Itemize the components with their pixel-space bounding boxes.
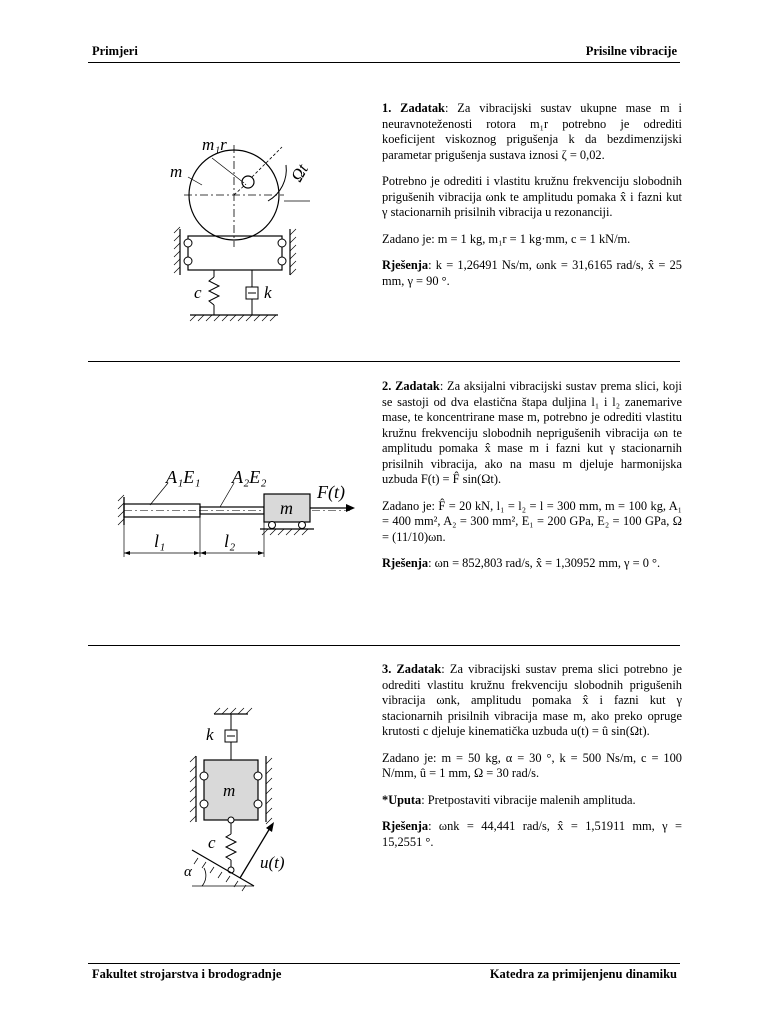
fig1-label-m1r: m₁r	[202, 135, 227, 154]
task3-intro: : Za vibracijski sustav prema slici potrebno je odrediti vlastitu kružnu frekvenciju slobodnih prigušenih vibracija ωnk, amplitudu pomaka x̂ i fazni kut γ stacionarnih prisilnih vibracija mase m, ako preko opruge krutosti c djeluje kinematička uzbuda u(t) = û sin(Ωt).	[382, 662, 682, 738]
header-right: Prisilne vibracije	[585, 44, 677, 58]
task1-para2: Potrebno je odrediti i vlastitu kružnu frekvenciju slobodnih prigušenih vibracija ωnk te amplitudu pomaka x̂ i fazni kut γ stacionarnih prisilnih vibracija u rezonanciji.	[382, 174, 682, 219]
task1-given: Zadano je: m = 1 kg, m₁r = 1 kg·mm, c = 1 kN/m.	[382, 231, 631, 246]
task1-solution: : k = 1,26491 Ns/m, ωnk = 31,6165 rad/s, x̂ = 25 mm, γ = 90 °.	[382, 258, 682, 288]
fig1-label-omega-t: Ωt	[287, 160, 312, 185]
task1-solution-label: Rješenja	[382, 258, 429, 272]
task2	[382, 379, 682, 583]
task3-hint-label: *Uputa	[382, 792, 422, 807]
figure1-rotor-system	[150, 125, 370, 330]
fig1-label-c: c	[194, 283, 202, 302]
task2-solution-label: Rješenja	[382, 556, 429, 570]
task1-heading: 1. Zadatak	[382, 101, 445, 115]
figure2-axial-bars	[110, 465, 365, 565]
fig1-label-m: m	[170, 162, 183, 181]
fig3-label-alpha: α	[184, 864, 192, 880]
figure3-vertical-system	[170, 700, 300, 900]
task1-intro: : Za vibracijski sustav ukupne mase m i neuravnoteženosti rotora m₁r potrebno je odrediti koeficijent viskoznog prigušenja k da bezdimenzijski parametar prigušenja sustava iznosi ζ = 0,02.	[382, 101, 682, 162]
fig2-label-m: m	[280, 498, 293, 518]
task3-solution: : ωnk = 44,441 rad/s, x̂ = 1,51911 mm, γ = 15,2551 °.	[382, 819, 682, 849]
task1	[382, 101, 682, 300]
task3	[382, 662, 682, 861]
header-left: Primjeri	[92, 44, 138, 58]
task3-solution-label: Rješenja	[382, 819, 429, 833]
task2-heading: 2. Zadatak	[382, 379, 440, 393]
separator-2	[88, 645, 680, 646]
task2-intro: : Za aksijalni vibracijski sustav prema slici, koji se sastoji od dva elastična štapa duljina l₁ i l₂ zanemarive mase, te koncentrirane mase m, potrebno je odrediti vlastitu kružnu frekvenciju slobodnih neprigušenih vibracija ωn te amplitudu pomaka x̂ mase m i fazni kut γ stacionarnih prisilnih vibracija, ako na masu m djeluje harmonijska uzbuda F(t) = F̂ sin(Ωt).	[382, 379, 682, 486]
fig2-label-a2e2: A₂E₂	[232, 467, 267, 487]
task3-given: Zadano je: m = 50 kg, α = 30 °, k = 500 Ns/m, c = 100 N/mm, û = 1 mm, Ω = 30 rad/s.	[382, 750, 682, 780]
task3-hint: : Pretpostaviti vibracije malenih amplituda.	[421, 792, 636, 807]
fig2-label-a1e1: A₁E₁	[166, 467, 201, 487]
fig3-label-k: k	[206, 725, 214, 744]
fig2-label-l1: l₁	[154, 531, 166, 551]
fig3-label-c: c	[208, 833, 216, 852]
fig2-label-force: F(t)	[317, 482, 345, 502]
footer-right: Katedra za primijenjenu dinamiku	[489, 967, 677, 981]
separator-1	[88, 361, 680, 362]
task2-given: Zadano je: F̂ = 20 kN, l₁ = l₂ = l = 300 mm, m = 100 kg, A₁ = 400 mm², A₂ = 300 mm², E₁ = 200 GPa, E₂ = 100 GPa, Ω = (11/10)ωn.	[382, 498, 682, 544]
footer-left: Fakultet strojarstva i brodogradnje	[92, 967, 282, 981]
fig1-label-k: k	[264, 283, 272, 302]
fig3-label-m: m	[223, 781, 236, 800]
footer-rule	[88, 963, 680, 964]
task2-solution: : ωn = 852,803 rad/s, x̂ = 1,30952 mm, γ = 0 °.	[428, 556, 661, 570]
header-rule	[88, 62, 680, 63]
fig3-label-u: u(t)	[260, 853, 285, 872]
task3-heading: 3. Zadatak	[382, 662, 442, 676]
fig2-label-l2: l₂	[224, 531, 236, 551]
